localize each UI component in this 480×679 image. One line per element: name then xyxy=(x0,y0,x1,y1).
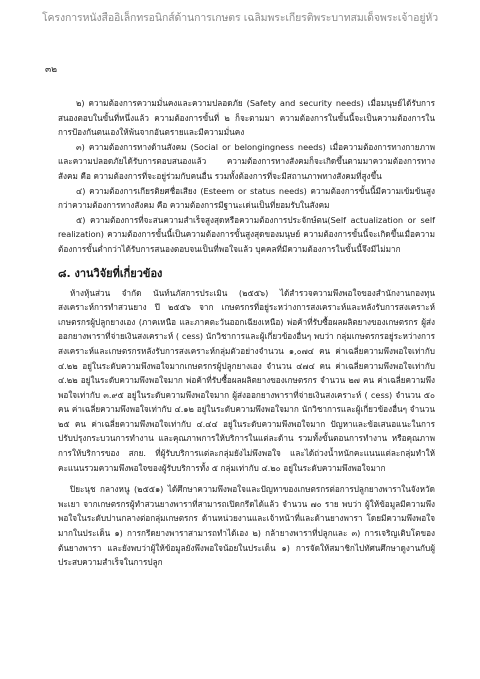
needs-item-safety: ๒) ความต้องการความมั่นคงและความปลอดภัย (Safety and security needs) เมื่อมนุษย์ได้รับการสนองตอบในขั้นที่หนึ่งแล้ว ความต้องการขั้นที่ ๒ ก็จะตามมา ความต้องการในขั้นนี้จะเป็นความต้องการในการป้องกันตนเองให้พ้นจากอันตรายและมีความมั่นคง xyxy=(58,98,435,138)
needs-item-esteem: ๔) ความต้องการเกียรติยศชื่อเสียง (Esteem or status needs) ความต้องการขั้นนี้มีความเข้มข้นสูงกว่าความต้องการทางสังคม คือ ความต้องการมีฐานะเด่นเป็นที่ยอมรับในสังคม xyxy=(58,185,435,211)
research-paragraph-2: ปิยะนุช กลางหนู (๒๕๕๑) ได้ศึกษาความพึงพอใจและปัญหาของเกษตรกรต่อการปลูกยางพาราในจังหวัดพะเยา จากเกษตรกรผู้ทำสวนยางพาราที่สามารถเปิดกรีดได้แล้ว จำนวน ๗๐ ราย พบว่า ผู้ให้ข้อมูลมีความพึงพอใจในระดับปานกลางต่อกลุ่มเกษตรกร ด้านหน่วยงานและเจ้าหน้าที่และด้านยางพารา โดยมีความพึงพอใจมากในประเด็น ๑) การกรีดยางพาราสามารถทำได้เอง ๒) กล้ายางพาราที่ปลูกและ ๓) การเจริญเติบโตของต้นยางพารา และยังพบว่าผู้ให้ข้อมูลยังพึงพอใจน้อยในประเด็น ๑) การจัดให้สมาชิกไปทัศนศึกษาดูงานกับผู้ประสบความสำเร็จในการปลูก xyxy=(58,484,435,568)
needs-item-self-actualization: ๕) ความต้องการที่จะสนความสำเร็จสูงสุดหรือความต้องการประจักษ์ตน(Self actualization or self realization) ความต้องการขั้นนี้เป็นความต้องการขั้นสูงสุดของมนุษย์ ความต้องการขั้นนี้จะเกิดขึ้นเมื่อความต้องการขั้นต่ำกว่าได้รับการสนองตอบจนเป็นที่พอใจแล้ว บุคคลที่มีความต้องการในขั้นนี้จึงมีไม่มาก xyxy=(58,214,435,254)
document-body xyxy=(58,96,435,570)
research-paragraph-1: ห้างหุ้นส่วน จำกัด นันท์นภัสการประเมิน (๒๕๕๖) ได้สำรวจความพึงพอใจของสำนักงานกองทุนสงเคราะห์การทำสวนยาง ปี ๒๕๕๖ จาก เกษตรกรที่อยู่ระหว่างการสงเคราะห์และหลังรับการสงเคราะห์ เกษตรกรผู้ปลูกยางเอง (ภาคเหนือ และภาคตะวันออกเฉียงเหนือ) พ่อค้าที่รับซื้อผลผลิตยางของเกษตรกร ผู้ส่งออกยางพาราที่จ่ายเงินสงเคราะห์ ( cess) นักวิชาการและผู้เกี่ยวข้องอื่นๆ พบว่า กลุ่มเกษตรกรอยู่ระหว่างการสงเคราะห์และเกษตรกรหลังรับการสงเคราะห์กลุ่มตัวอย่างจำนวน ๑,๐๗๔ คน ค่าเฉลี่ยความพึงพอใจเท่ากับ ๔.๒๒ อยู่ในระดับความพึงพอใจมากเกษตรกรผู้ปลูกยางเอง จำนวน ๔๗๔ คน ค่าเฉลี่ยความพึงพอใจเท่ากับ ๔.๒๒ อยู่ในระดับความพึงพอใจมาก พ่อค้าที่รับซื้อผลผลิตยางของเกษตรกร จำนวน ๒๗ คน ค่าเฉลี่ยความพึงพอใจเท่ากับ ๓.๙๕ อยู่ในระดับความพึงพอใจมาก ผู้ส่งออกยางพาราที่จ่ายเงินสงเคราะห์ ( cess) จำนวน ๕๐ คน ค่าเฉลี่ยความพึงพอใจเท่ากับ ๔.๑๒ อยู่ในระดับความพึงพอใจมาก นักวิชาการและผู้เกี่ยวข้องอื่นๆ จำนวน ๒๕ คน ค่าเฉลี่ยความพึงพอใจเท่ากับ ๔.๔๔ อยู่ในระดับความพึงพอใจมาก ปัญหาและข้อเสนอแนะในการปรับปรุงกระบวนการทำงาน และคุณภาพการให้บริการในแต่ละด้าน รวมทั้งขั้นตอนการทำงาน หรือคุณภาพการให้บริการของ สกย. ที่ผู้รับบริการแต่ละกลุ่มยังไม่พึงพอใจ และได้ถ่วงน้ำหนักคะแนนแต่ละกลุ่มทำให้คะแนนรวมความพึงพอใจของผู้รับบริการทั้ง ๕ กลุ่มเท่ากับ ๔.๒๐ อยู่ในระดับความพึงพอใจมาก xyxy=(58,287,435,473)
paragraph-spacer xyxy=(58,475,435,482)
page-header: โครงการหนังสืออิเล็กทรอนิกส์ด้านการเกษตร เฉลิมพระเกียรติพระบาทสมเด็จพระเจ้าอยู่หัว xyxy=(41,12,439,24)
needs-item-social: ๓) ความต้องการทางด้านสังคม (Social or belongingness needs) เมื่อความต้องการทางกายภาพและความปลอดภัยได้รับการตอบสนองแล้ว ความต้องการทางสังคมก็จะเกิดขึ้นตามมาความต้องการทางสังคม คือ ความต้องการที่จะอยู่ร่วมกับคนอื่น รวมทั้งต้องการที่จะมีสถานภาพทางสังคมที่สูงขึ้น xyxy=(58,141,435,181)
page-number: ๓๒ xyxy=(45,65,58,75)
section-heading: ๘. งานวิจัยที่เกี่ยวข้อง xyxy=(58,266,163,280)
